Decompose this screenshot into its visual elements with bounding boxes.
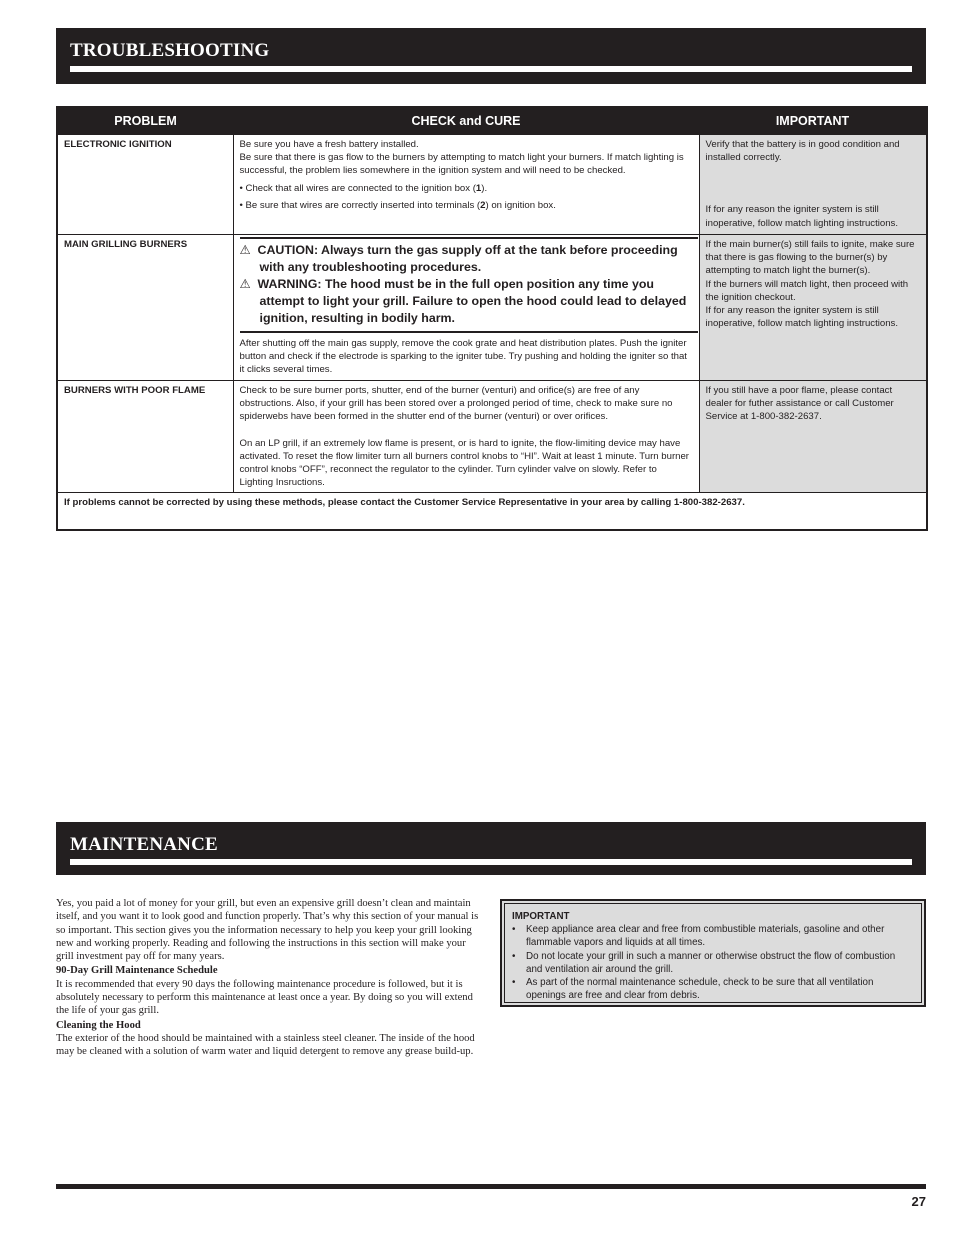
header-rule xyxy=(70,859,912,865)
maintenance-intro: Yes, you paid a lot of money for your grill, but even an expensive grill doesn’t clean and maintain itself, and you want it to look good and function properly. That’s why this section of your manual is so important. This section gives you the information necessary to help you keep your grill looking new and working properly. Reading and following the instructions in this section will make your grill investment pay off for many years. xyxy=(56,898,479,963)
warning-box xyxy=(240,237,698,333)
hood-heading: Cleaning the Hood xyxy=(56,1019,141,1031)
problem-column-header: PROBLEM xyxy=(57,107,233,135)
important-notice-box xyxy=(500,899,926,1007)
schedule-text: It is recommended that every 90 days the following maintenance procedure is followed, but it is absolutely necessary to perform this maintenance at least once a year. By doing so you will extend the life of your gas grill. xyxy=(56,978,473,1017)
check-bullet: • Be sure that wires are correctly inserted into terminals (2) on ignition box. xyxy=(239,199,556,211)
check-text: Check to be sure burner ports, shutter, end of the burner (venturi) and orifice(s) are free of any obstructions. Also, if your grill has been stored over a prolonged period of time, check to make sure no spiderwebs have been formed in the shutter end of the burner (venturi) or over orifices. xyxy=(239,385,673,423)
check-cell xyxy=(233,381,699,493)
hood-text: The exterior of the hood should be maintained with a stainless steel cleaner. The inside of the hood may be cleaned with a solution of warm water and liquid detergent to remove any grease build-up. xyxy=(56,1032,475,1058)
check-text: Be sure you have a fresh battery installed. xyxy=(239,139,419,150)
important-text: If you still have a poor flame, please contact dealer for futher assistance or call Customer Service at 1-800-382-2637. xyxy=(705,385,894,423)
schedule-heading: 90-Day Grill Maintenance Schedule xyxy=(56,965,218,977)
troubleshooting-title: TROUBLESHOOTING xyxy=(70,40,270,61)
important-list xyxy=(512,923,914,1002)
check-text: Be sure that there is gas flow to the burners by attempting to match light your burners. If match lighting is successful, the problem lies somewhere in the ignition system and will need to be checked. xyxy=(239,152,684,177)
important-text: If the burners will match light, then proceed with the ignition checkout. xyxy=(705,278,909,303)
table-header-row xyxy=(57,107,927,135)
important-cell xyxy=(699,235,927,381)
footer-rule xyxy=(56,1184,926,1189)
problem-cell: ELECTRONIC IGNITION xyxy=(57,135,233,235)
table-row xyxy=(57,135,927,235)
table-footer-row xyxy=(57,493,927,531)
troubleshooting-table xyxy=(56,106,928,531)
header-rule xyxy=(70,66,912,72)
warning-text: ⚠ WARNING: The hood must be in the full open position any time you attempt to light your grill. Failure to open the hood could lead to delayed ignition, resulting in bodily harm. xyxy=(239,277,687,325)
caution-text: ⚠ CAUTION: Always turn the gas supply off at the tank before proceeding with any troubleshooting procedures. xyxy=(239,243,678,274)
important-text: If the main burner(s) still fails to ignite, make sure that there is gas flowing to the burner(s) by attempting to match light the burner(s). xyxy=(705,239,915,277)
important-text: Verify that the battery is in good condition and installed correctly. xyxy=(705,139,900,164)
warning-triangle-icon: ⚠ xyxy=(239,277,251,291)
check-text: On an LP grill, if an extremely low flame is present, or is hard to ignite, the flow-limiting device may have activated. To reset the flow limiter turn all burners control knobs to “HI”. Wait at least 1 minute. Turn burner control knobs “OFF”, reconnect the regulator to the cylinder. Turn cylinder valve on slowly. Refer to Lighting Insructions. xyxy=(239,437,689,489)
maintenance-title: MAINTENANCE xyxy=(70,834,218,855)
check-text: After shutting off the main gas supply, remove the cook grate and heat distribution plates. Push the igniter button and check if the electrode is sparking to the igniter tube. Try pushing and holding the igniter so that it clicks several times. xyxy=(239,338,687,376)
warning-triangle-icon: ⚠ xyxy=(239,243,251,257)
check-cell xyxy=(233,135,699,235)
check-bullet: • Check that all wires are connected to the ignition box (1). xyxy=(239,182,488,194)
problem-cell: BURNERS WITH POOR FLAME xyxy=(57,381,233,493)
important-notice-title: IMPORTANT xyxy=(512,911,570,922)
troubleshooting-header xyxy=(56,28,926,84)
check-column-header: CHECK and CURE xyxy=(233,107,699,135)
problem-cell: MAIN GRILLING BURNERS xyxy=(57,235,233,381)
maintenance-header xyxy=(56,822,926,875)
maintenance-body xyxy=(56,897,484,1059)
important-text: If for any reason the igniter system is still inoperative, follow match lighting instructions. xyxy=(705,305,899,330)
page-number: 27 xyxy=(911,1194,926,1209)
list-item: • As part of the normal maintenance schedule, check to be sure that all ventilation openings are free and clear from debris. xyxy=(512,977,874,1002)
table-row xyxy=(57,381,927,493)
table-footer-note: If problems cannot be corrected by using these methods, please contact the Customer Service Representative in your area by calling 1-800-382-2637. xyxy=(57,493,927,531)
table-row xyxy=(57,235,927,381)
important-cell xyxy=(699,135,927,235)
important-column-header: IMPORTANT xyxy=(699,107,927,135)
list-item: • Do not locate your grill in such a manner or otherwise obstruct the flow of combustion and ventilation air around the grill. xyxy=(512,950,896,975)
important-text: If for any reason the igniter system is still inoperative, follow match lighting instructions. xyxy=(705,204,899,229)
check-cell xyxy=(233,235,699,381)
important-cell xyxy=(699,381,927,493)
list-item: • Keep appliance area clear and free from combustible materials, gasoline and other flammable vapors and liquids at all times. xyxy=(512,924,885,949)
